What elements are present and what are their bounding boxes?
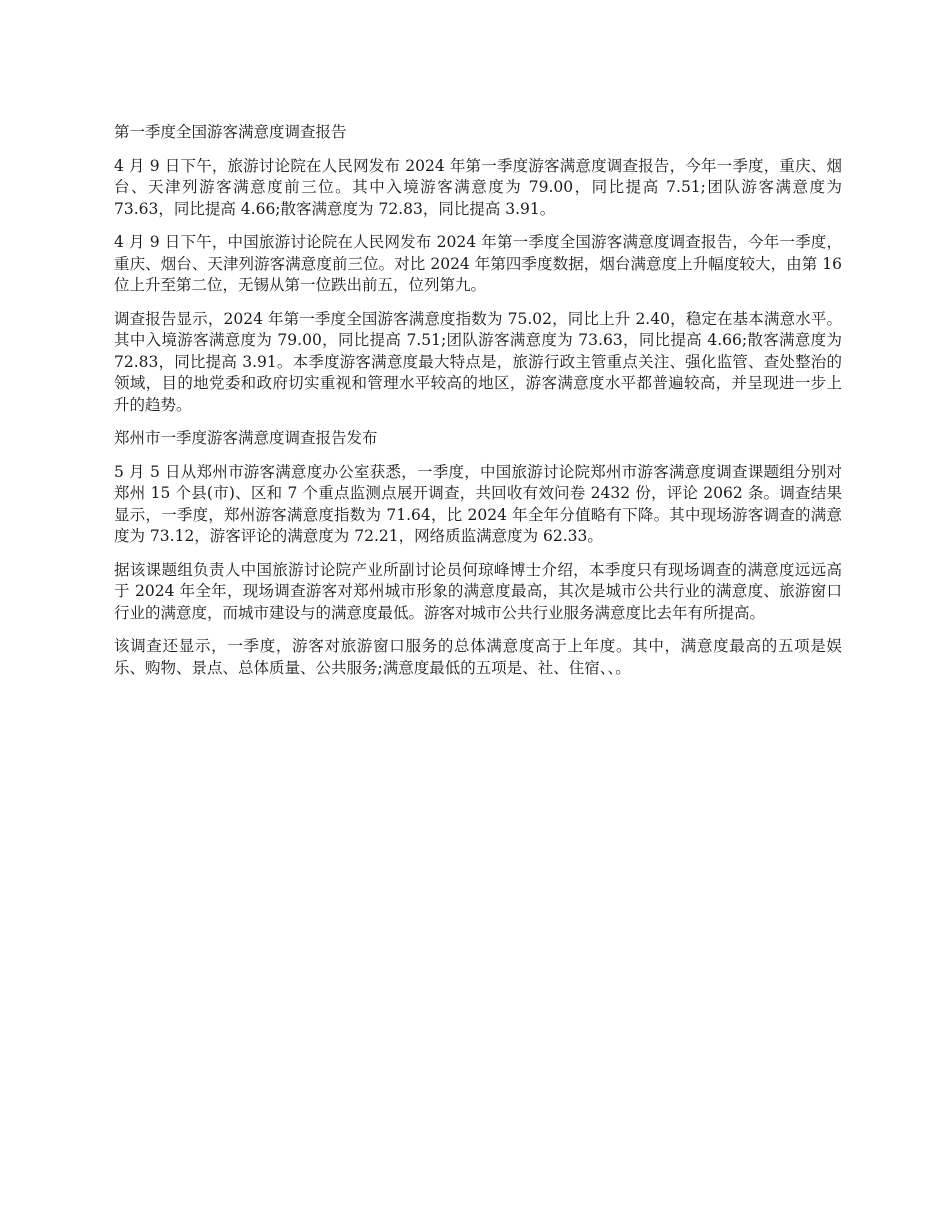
section-title-national: 第一季度全国游客满意度调查报告 — [114, 123, 347, 141]
paragraph-4: 5 月 5 日从郑州市游客满意度办公室获悉，一季度，中国旅游讨论院郑州市游客满意度调查课题组分别对郑州 15 个县(市)、区和 7 个重点监测点展开调查，共回收有效问卷 2432 份，评论 2062 条。调查结果显示，一季度，郑州游客满意度指数为 71.64，比 2024 年全年分值略有下降。其中现场游客调查的满意度为 73.12，游客评论的满意度为 72.21，网络质监满意度为 62.33。 — [114, 462, 842, 545]
document-body — [114, 122, 842, 691]
paragraph-1: 4 月 9 日下午，旅游讨论院在人民网发布 2024 年第一季度游客满意度调查报告，今年一季度，重庆、烟台、天津列游客满意度前三位。其中入境游客满意度为 79.00，同比提高 7.51;团队游客满意度为 73.63，同比提高 4.66;散客满意度为 72.83，同比提高 3.91。 — [114, 156, 842, 218]
paragraph-5: 据该课题组负责人中国旅游讨论院产业所副讨论员何琼峰博士介绍，本季度只有现场调查的满意度远远高于 2024 年全年，现场调查游客对郑州城市形象的满意度最高，其次是城市公共行业的满意度、旅游窗口行业的满意度，而城市建设与的满意度最低。游客对城市公共行业服务满意度比去年有所提高。 — [114, 560, 842, 622]
paragraph-6: 该调查还显示，一季度，游客对旅游窗口服务的总体满意度高于上年度。其中，满意度最高的五项是娱乐、购物、景点、总体质量、公共服务;满意度最低的五项是、社、住宿、、。 — [114, 637, 842, 677]
paragraph-2: 4 月 9 日下午，中国旅游讨论院在人民网发布 2024 年第一季度全国游客满意度调查报告，今年一季度，重庆、烟台、天津列游客满意度前三位。对比 2024 年第四季度数据，烟台满意度上升幅度较大，由第 16 位上升至第二位，无锡从第一位跌出前五，位列第九。 — [114, 233, 842, 294]
paragraph-3: 调查报告显示，2024 年第一季度全国游客满意度指数为 75.02，同比上升 2.40，稳定在基本满意水平。其中入境游客满意度为 79.00，同比提高 7.51;团队游客满意度为 73.63，同比提高 4.66;散客满意度为 72.83，同比提高 3.91。本季度游客满意度最大特点是，旅游行政主管重点关注、强化监管、查处整治的领域，目的地党委和政府切实重视和管理水平较高的地区，游客满意度水平都普遍较高，并呈现进一步上升的趋势。 — [114, 309, 842, 414]
section-title-zhengzhou: 郑州市一季度游客满意度调查报告发布 — [114, 429, 378, 447]
